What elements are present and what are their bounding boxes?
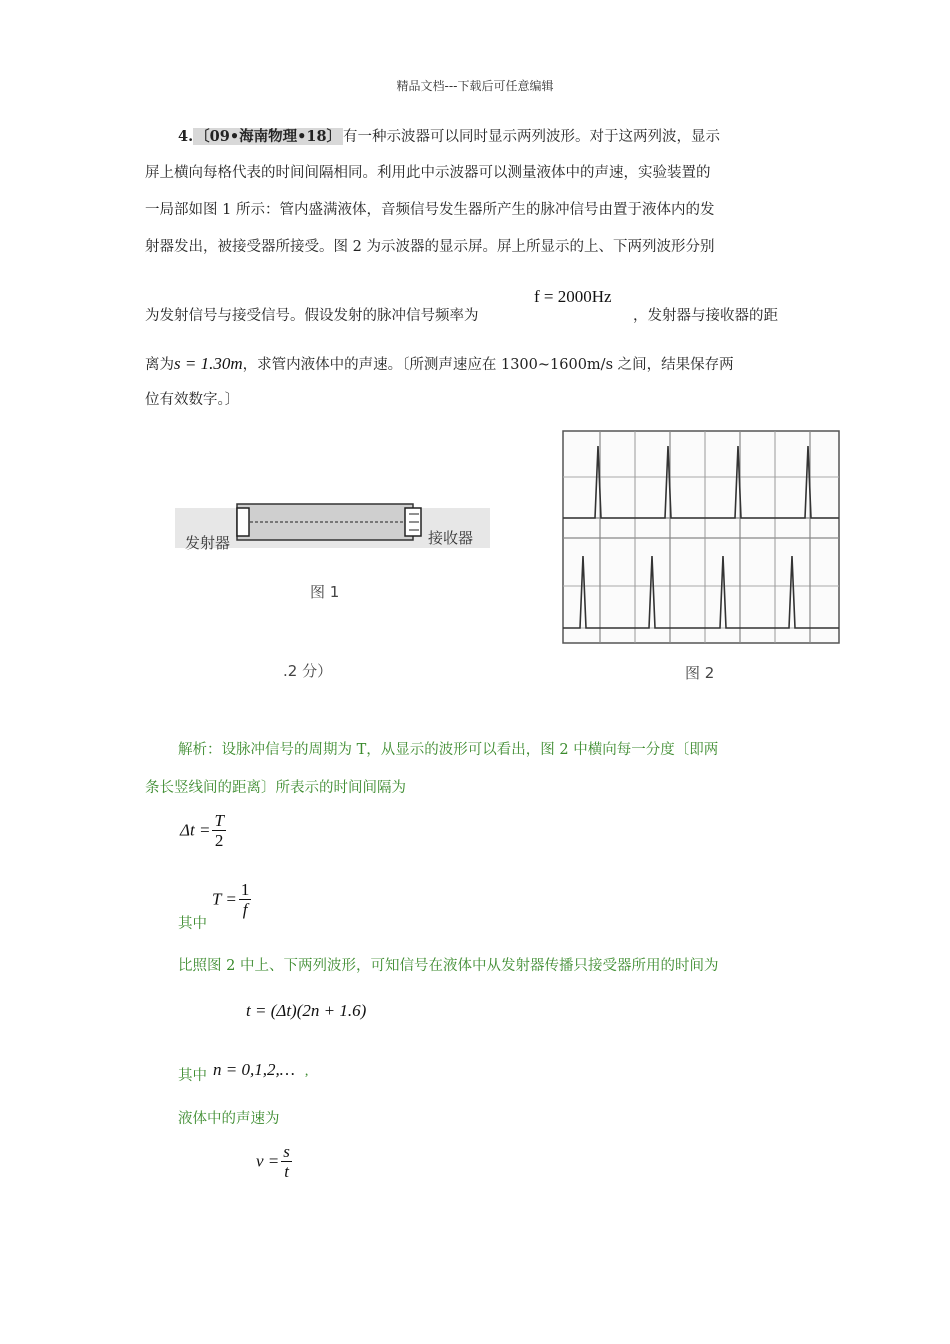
problem-line-1 — [178, 118, 720, 156]
problem-text-6b: ，求管内液体中的声速。〔所测声速应在 1300~1600m/s 之间，结果保存两 — [242, 357, 734, 373]
equation-n-values — [213, 1060, 308, 1080]
equation-time: t = (Δt)(2n + 1.6) — [246, 1001, 367, 1020]
problem-line-6 — [145, 345, 734, 384]
eq4: n = 0,1,2,… — [213, 1060, 295, 1079]
eq4-comma: , — [304, 1064, 309, 1079]
problem-text-6a: 离为 — [145, 357, 174, 373]
problem-line-2: 屏上横向每格代表的时间间隔相同。利用此中示波器可以测量液体中的声速，实验装置的 — [145, 165, 711, 181]
figure-1-apparatus — [175, 490, 505, 685]
solution-line-2: 条长竖线间的距离〕所表示的时间间隔为 — [145, 780, 406, 796]
problem-text-1: 有一种示波器可以同时显示两列波形。对于这两列波，显示 — [343, 129, 721, 145]
eq1-numerator: T — [214, 811, 224, 830]
compare-line: 比照图 2 中上、下两列波形，可知信号在液体中从发射器传播只接受器所用的时间为 — [178, 958, 719, 974]
eq2-numerator: 1 — [240, 880, 250, 899]
figure-1-caption: 图 1 — [310, 583, 340, 601]
eq5-lhs: v = — [256, 1151, 280, 1171]
receiver-label: 接收器 — [428, 529, 474, 547]
eq1-lhs: Δt = — [180, 820, 211, 840]
where-label-2: 其中 — [178, 1068, 207, 1084]
emitter-label: 发射器 — [185, 534, 231, 552]
page-header: 精品文档---下载后可任意编辑 — [396, 79, 554, 93]
frequency-formula: f = 2000Hz — [534, 287, 612, 306]
solution-line-1: 解析：设脉冲信号的周期为 T，从显示的波形可以看出，图 2 中横向每一分度〔即两 — [178, 742, 719, 758]
source-tag: 〔09•海南物理•18〕 — [195, 128, 342, 145]
oscilloscope-screen — [563, 431, 839, 643]
eq2-lhs: T = — [212, 889, 237, 909]
eq5-denominator: t — [284, 1162, 289, 1181]
problem-line-5b: ，发射器与接收器的距 — [633, 308, 778, 324]
equation-period — [212, 881, 253, 920]
score-note: .2 分） — [283, 662, 333, 680]
speed-label: 液体中的声速为 — [178, 1111, 280, 1127]
problem-line-3: 一局部如图 1 所示：管内盛满液体，音频信号发生器所产生的脉冲信号由置于液体内的发 — [145, 202, 715, 218]
eq5-numerator: s — [283, 1142, 290, 1161]
problem-line-7: 位有效数字。〕 — [145, 392, 240, 408]
eq1-denominator: 2 — [214, 831, 224, 850]
figure-2-caption: 图 2 — [685, 664, 715, 682]
distance-formula: s = 1.30m — [174, 354, 243, 373]
emitter-block — [237, 508, 249, 536]
equation-speed — [256, 1143, 294, 1182]
problem-number: 4. — [178, 128, 194, 145]
equation-delta-t — [180, 812, 228, 851]
problem-line-5a: 为发射信号与接受信号。假设发射的脉冲信号频率为 — [145, 308, 479, 324]
where-label-1: 其中 — [178, 916, 207, 932]
figure-2-oscilloscope — [560, 428, 842, 690]
problem-line-4: 射器发出，被接受器所接受。图 2 为示波器的显示屏。屏上所显示的上、下两列波形分别 — [145, 239, 715, 255]
eq2-denominator: f — [242, 900, 248, 919]
